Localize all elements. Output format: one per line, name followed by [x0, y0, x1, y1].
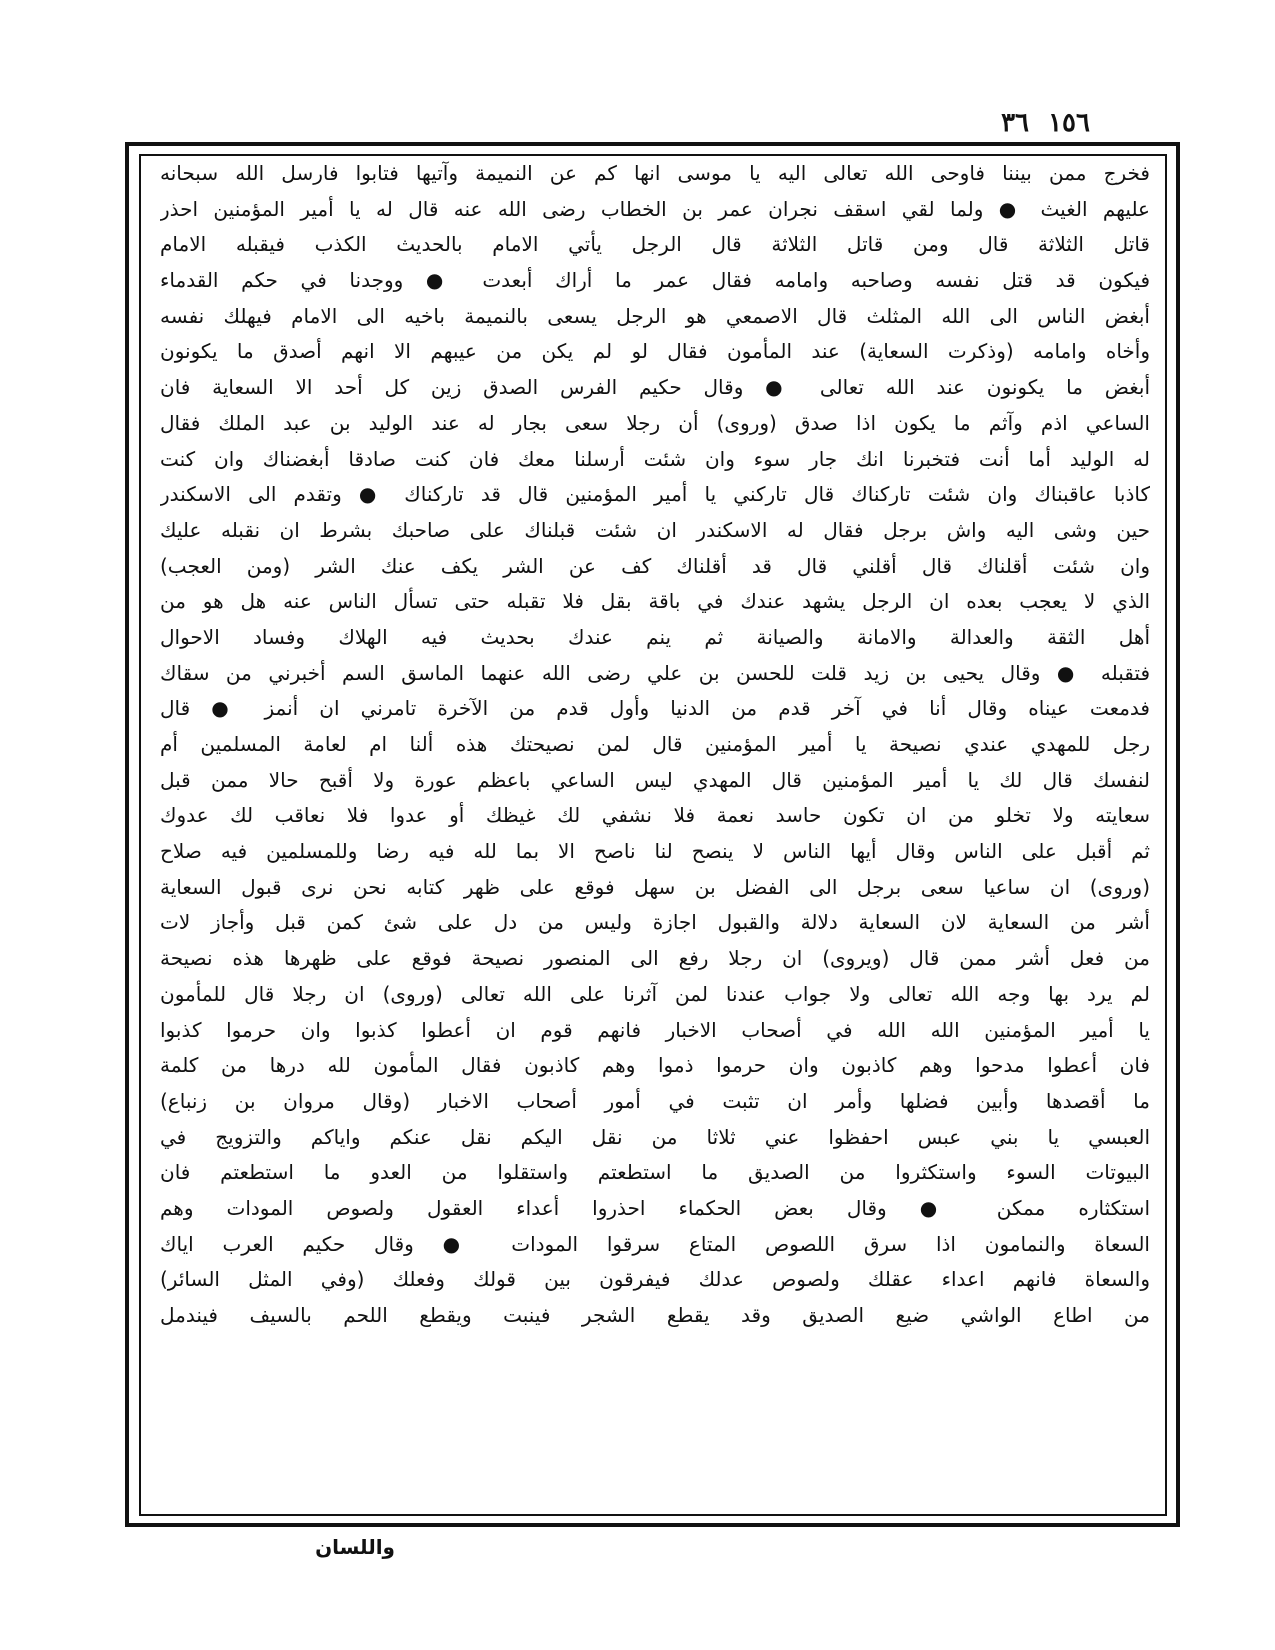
text-line: من فعل أشر ممن قال (ويروى) ان رجلا رفع الى المنصور نصيحة فوقع على ظهرها هذه نصيحة [160, 946, 1150, 971]
text-line: فتقبله ● وقال يحيى بن زيد قلت للحسن بن علي رضى الله عنهما الماسق السم أخبرني من سقاك [160, 660, 1150, 685]
text-line: سعايته ولا تخلو من ان تكون حاسد نعمة فلا نشفي لك غيظك أو عدوا فلا نعاقب لك عدوك [160, 803, 1150, 828]
text-line: ما أقصدها وأبين فضلها وأمر ان تثبت في أمور أصحاب الاخبار (وقال مروان بن زنباع) [160, 1088, 1150, 1113]
page-number-handwritten: ٣٦ [1001, 108, 1030, 138]
text-line: فان أعطوا مدحوا وهم كاذبون وان حرموا ذموا وهم كاذبون فقال المأمون لله درها من كلمة [160, 1053, 1150, 1078]
text-line: وأخاه وامامه (وذكرت السعاية) عند المأمون فقال لو لم يكن من عيبهم الا انهم أصدق ما يكونون [160, 339, 1150, 364]
text-line: استكثاره ممكن ● وقال بعض الحكماء احذروا أعداء العقول ولصوص المودات وهم [160, 1195, 1150, 1220]
text-line: الساعي اذم وآثم ما يكون اذا صدق (وروى) أن رجلا سعى بجار له عند الوليد بن عبد الملك فقال [160, 410, 1150, 435]
text-line: فخرج ممن بيننا فاوحى الله تعالى اليه يا موسى انها كم عن النميمة وآتيها فتابوا فارسل الله سبحانه [160, 161, 1150, 185]
text-line: (وروى) ان ساعيا سعى برجل الى الفضل بن سهل فوقع على ظهر كتابه نحن نرى قبول السعاية [160, 874, 1150, 899]
text-line: كاذبا عاقبناك وان شئت تاركناك قال تاركني يا أمير المؤمنين قال قد تاركناك ● وتقدم الى الاسكندر [160, 482, 1150, 507]
text-line: فدمعت عيناه وقال أنا في آخر قدم من الدنيا وأول قدم من الآخرة تامرني ان أنمز ● قال [160, 696, 1150, 721]
text-body [160, 156, 1150, 1334]
text-line: أبغض ما يكونون عند الله تعالى ● وقال حكيم الفرس الصدق زين كل أحد الا السعاية فان [160, 375, 1150, 400]
text-line: الذي لا يعجب بعده ان الرجل يشهد عندك في باقة بقل فلا تقبله حتى تسأل الناس عنه هل هو من [160, 589, 1150, 614]
text-line: أهل الثقة والعدالة والامانة والصيانة ثم ينم عندك بحديث فيه الهلاك وفساد الاحوال [160, 624, 1150, 649]
text-line: عليهم الغيث ● ولما لقي اسقف نجران عمر بن الخطاب رضى الله عنه قال له يا أمير المؤمنين احذر [160, 196, 1150, 221]
text-line: وان شئت أقلناك قال أقلني قال قد أقلناك كف عن الشر يكف عنك الشر (ومن العجب) [160, 553, 1150, 578]
text-line: العبسي يا بني عبس احفظوا عني ثلاثا من نقل اليكم نقل عنكم واياكم والتزويج في [160, 1124, 1150, 1149]
catchword: واللسان [315, 1535, 395, 1559]
text-line: حين وشى اليه واش برجل فقال له الاسكندر ان شئت قبلناك على صاحبك بشرط ان نقبله عليك [160, 517, 1150, 542]
text-line: أشر من السعاية لان السعاية دلالة والقبول اجازة وليس من دل على شئ كمن قبل وأجاز لات [160, 910, 1150, 935]
text-line: له الوليد أما أنت فتخبرنا انك جار سوء وان شئت أرسلنا معك فان كنت صادقا أبغضناك وان كنت [160, 446, 1150, 471]
text-line: يا أمير المؤمنين الله الله في أصحاب الاخبار فانهم قوم ان أعطوا كذبوا وان حرموا كذبوا [160, 1017, 1150, 1042]
text-line: والسعاة فانهم اعداء عقلك ولصوص عدلك فيفرقون بين قولك وفعلك (وفي المثل السائر) [160, 1267, 1150, 1292]
text-line: البيوتات السوء واستكثروا من الصديق ما استطعتم واستقلوا من العدو ما استطعتم فان [160, 1160, 1150, 1185]
text-line: فيكون قد قتل نفسه وصاحبه وامامه فقال عمر ما أراك أبعدت ● ووجدنا في حكم القدماء [160, 268, 1150, 293]
text-line: السعاة والنمامون اذا سرق اللصوص المتاع سرقوا المودات ● وقال حكيم العرب اياك [160, 1231, 1150, 1256]
text-line: من اطاع الواشي ضيع الصديق وقد يقطع الشجر فينبت ويقطع اللحم بالسيف فيندمل [160, 1303, 1150, 1327]
text-line: أبغض الناس الى الله المثلث قال الاصمعي هو الرجل يسعى بالنميمة باخيه الى الامام فيهلك نفسه [160, 303, 1150, 328]
page-number-arabic: ١٥٦ [1048, 108, 1090, 138]
text-line: لنفسك قال لك يا أمير المؤمنين قال المهدي ليس الساعي باعظم عورة ولا أقبح حالا ممن قبل [160, 767, 1150, 792]
text-line: ثم أقبل على الناس وقال أيها الناس لا ينصح لنا ناصح الا بما لله فيه رضا وللمسلمين فيه صلاح [160, 839, 1150, 864]
text-line: رجل للمهدي عندي نصيحة يا أمير المؤمنين قال لمن نصيحتك هذه ألنا ام لعامة المسلمين أم [160, 732, 1150, 756]
text-line: قاتل الثلاثة قال ومن قاتل الثلاثة قال الرجل يأتي الامام بالحديث الكذب فيقبله الامام [160, 232, 1150, 257]
text-line: لم يرد بها وجه الله تعالى ولا جواب عندنا لمن آثرنا على الله تعالى (وروى) ان رجلا قال للمأمون [160, 981, 1150, 1006]
page-number [940, 108, 1090, 138]
